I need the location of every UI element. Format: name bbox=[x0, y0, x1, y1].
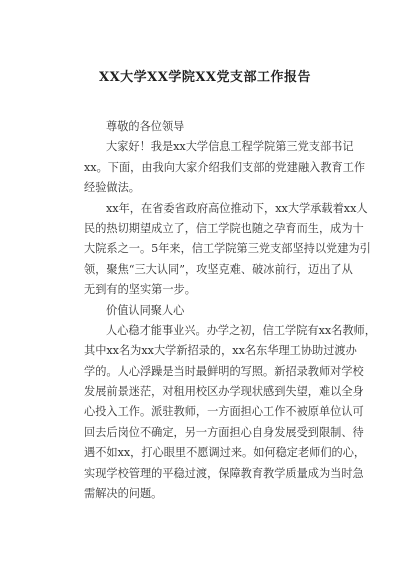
salutation: 尊敬的各位领导 bbox=[106, 120, 185, 133]
paragraph-line: xx年，在省委省政府高位推动下，xx大学承载着xx人 bbox=[106, 201, 368, 215]
paragraph-line: 大院系之一。5年来，信工学院第三党支部坚持以党建为引 bbox=[84, 242, 371, 256]
paragraph-line: 人心稳才能事业兴。办学之初，信工学院有xx名教师， bbox=[106, 323, 376, 337]
paragraph-line: 领，聚焦“三大认同”，攻坚克难、破冰前行，迈出了从 bbox=[84, 262, 353, 276]
paragraph-line: xx。下面，由我向大家介绍我们支部的党建融入教育工作 bbox=[84, 160, 366, 174]
paragraph-line: 心投入工作。派驻教师，一方面担心工作不被原单位认可 bbox=[84, 405, 364, 419]
paragraph-line: 需解决的问题。 bbox=[84, 487, 163, 501]
paragraph-line: 大家好！我是xx大学信息工程学院第三党支部书记 bbox=[106, 140, 354, 154]
paragraph-line: 回去后岗位不确定，另一方面担心自身发展受到限制、待 bbox=[84, 425, 364, 439]
document-body bbox=[84, 117, 376, 504]
paragraph-line: 遇不如xx，打心眼里不愿调过来。如何稳定老师们的心， bbox=[84, 446, 366, 460]
paragraph-line: 其中xx名为xx大学新招录的，xx名东华理工协助过渡办 bbox=[84, 344, 357, 358]
paragraph-line: 发展前景迷茫，对租用校区办学现状感到失望，难以全身 bbox=[84, 385, 364, 399]
paragraph-line: 无到有的坚实第一步。 bbox=[84, 283, 196, 297]
paragraph-line: 实现学校管理的平稳过渡，保障教育教学质量成为当时急 bbox=[84, 466, 364, 480]
document-title: XX大学XX学院XX党支部工作报告 bbox=[98, 70, 312, 85]
section-heading: 价值认同聚人心 bbox=[106, 303, 185, 317]
paragraph-line: 经验做法。 bbox=[84, 181, 140, 195]
paragraph-line: 学的。人心浮躁是当时最鲜明的写照。新招录教师对学校 bbox=[84, 364, 364, 378]
paragraph-line: 民的热切期望成立了，信工学院也随之孕育而生，成为十 bbox=[84, 221, 364, 235]
